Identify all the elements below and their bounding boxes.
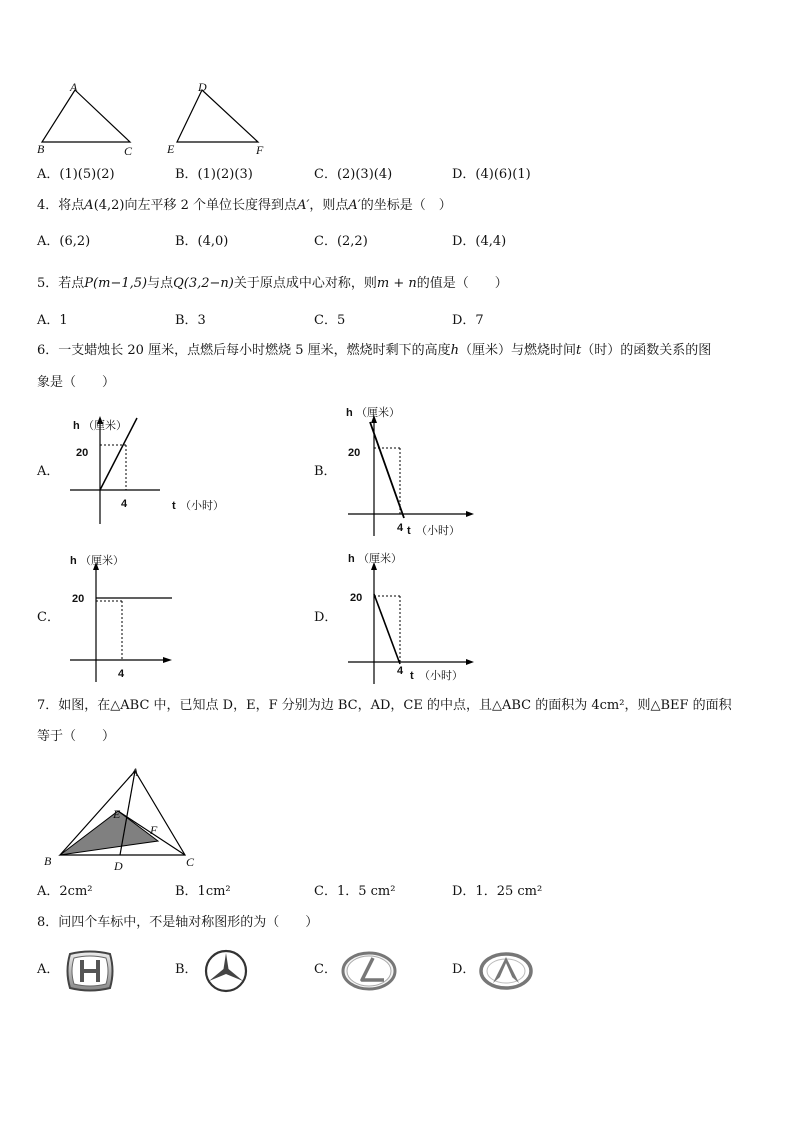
q5-option-d[interactable]: D．7 xyxy=(452,313,484,328)
q5-text-c: 关于原点成中心对称，则 xyxy=(233,276,377,291)
q7-option-c[interactable]: C．1．5 cm² xyxy=(314,884,396,899)
q5-stem xyxy=(37,276,508,292)
q4-option-d[interactable]: D．(4,4) xyxy=(452,234,507,249)
q4-text-d: 的坐标是（ ） xyxy=(360,198,452,213)
q6c-y-axis: h xyxy=(70,555,77,567)
q4-point-a: A xyxy=(84,198,94,213)
q6-text-a: 6．一支蜡烛长 20 厘米，点燃后每小时燃烧 5 厘米，燃烧时剩下的高度 xyxy=(37,343,451,358)
q4-coord: (4,2) xyxy=(93,198,125,213)
q7-label-a: A xyxy=(131,765,139,779)
q3-label-a: A xyxy=(70,80,78,94)
q6a-y-axis: h xyxy=(73,420,80,432)
q6d-x-unit: （小时） xyxy=(419,669,463,682)
q7-option-d[interactable]: D．1．25 cm² xyxy=(452,884,543,899)
q6a-x-axis: t xyxy=(172,500,176,512)
q3-option-c[interactable]: C．(2)(3)(4) xyxy=(314,167,393,182)
q3-option-d[interactable]: D．(4)(6)(1) xyxy=(452,167,531,182)
q4-option-a[interactable]: A．(6,2) xyxy=(37,234,91,249)
q6-graph-c[interactable] xyxy=(66,556,186,686)
q7-label-d: D xyxy=(114,859,123,873)
q7-triangle-figure xyxy=(40,762,210,877)
lexus-logo-icon[interactable] xyxy=(340,950,398,992)
q3-label-d: D xyxy=(198,80,207,94)
q6b-y-tick: 20 xyxy=(348,447,361,459)
mercedes-logo-icon[interactable] xyxy=(203,948,249,994)
q6-stem-line2: 象是（ ） xyxy=(37,375,116,390)
q6c-y-tick: 20 xyxy=(72,593,85,605)
q4-text-a: 将点 xyxy=(58,198,85,213)
q7-stem-line2: 等于（ ） xyxy=(37,729,116,744)
q6a-y-unit: （厘米） xyxy=(83,419,127,432)
q3-label-b: B xyxy=(37,142,45,156)
q6b-y-axis: h xyxy=(346,407,353,419)
q6c-x-tick: 4 xyxy=(118,668,125,680)
q6d-y-tick: 20 xyxy=(350,592,363,604)
q6-text-c: （时）的函数关系的图 xyxy=(581,343,712,358)
q8-stem: 8．问四个车标中，不是轴对称图形的为（ ） xyxy=(37,915,319,930)
q6d-x-axis: t xyxy=(410,670,414,682)
q5-text-b: 与点 xyxy=(147,276,174,291)
q5-text-a: 若点 xyxy=(58,276,85,291)
q6c-y-unit: （厘米） xyxy=(80,554,124,567)
q4-text-c: ，则点 xyxy=(309,198,349,213)
infiniti-logo-icon[interactable] xyxy=(478,950,534,992)
q7-label-c: C xyxy=(186,855,195,869)
q8-option-b-letter[interactable]: B． xyxy=(175,962,198,977)
q6-option-c-letter[interactable]: C． xyxy=(37,610,60,625)
q6b-x-axis: t xyxy=(407,525,411,537)
q5-point-p: P xyxy=(84,276,94,291)
q3-label-c: C xyxy=(124,144,133,158)
q6d-x-tick: 4 xyxy=(397,665,404,677)
q3-triangles xyxy=(30,78,290,160)
q4-option-b[interactable]: B．(4,0) xyxy=(175,234,229,249)
q5-point-q: Q xyxy=(173,276,184,291)
q4-option-c[interactable]: C．(2,2) xyxy=(314,234,368,249)
q8-option-d-letter[interactable]: D． xyxy=(452,962,476,977)
q6b-x-tick: 4 xyxy=(397,522,404,534)
q7-option-a[interactable]: A．2cm² xyxy=(37,884,93,899)
q5-q-coord: (3,2−n) xyxy=(183,276,234,291)
q6b-x-unit: （小时） xyxy=(416,524,460,537)
q3-option-b[interactable]: B．(1)(2)(3) xyxy=(175,167,253,182)
q6a-y-tick: 20 xyxy=(76,447,89,459)
q5-p-coord: (m−1,5) xyxy=(93,276,148,291)
q5-option-c[interactable]: C．5 xyxy=(314,313,346,328)
q6d-y-unit: （厘米） xyxy=(358,552,402,565)
q6b-y-unit: （厘米） xyxy=(356,406,400,419)
q7-label-f: F xyxy=(150,823,158,837)
q6-var-h: h xyxy=(450,343,459,358)
q3-option-a[interactable]: A．(1)(5)(2) xyxy=(37,167,115,182)
q7-label-e: E xyxy=(113,807,121,821)
q7-label-b: B xyxy=(44,854,52,868)
q6-stem-line1 xyxy=(37,343,711,359)
q5-text-d: 的值是（ ） xyxy=(416,276,508,291)
q5-number: 5． xyxy=(37,276,59,291)
q6-var-t: t xyxy=(576,343,582,358)
q6-option-a-letter[interactable]: A． xyxy=(37,464,60,479)
q6-graph-b[interactable] xyxy=(340,400,520,540)
q7-stem-line1: 7．如图，在△ABC 中，已知点 D，E，F 分别为边 BC，AD，CE 的中点，且△ABC 的面积为 4cm²，则△BEF 的面积 xyxy=(37,698,732,713)
q6-option-b-letter[interactable]: B． xyxy=(314,464,337,479)
q8-option-a-letter[interactable]: A． xyxy=(37,962,60,977)
q5-option-b[interactable]: B．3 xyxy=(175,313,206,328)
q4-stem xyxy=(37,198,452,214)
q3-label-f: F xyxy=(256,143,264,157)
q5-expr: m + n xyxy=(376,276,417,291)
q6a-x-tick: 4 xyxy=(121,498,128,510)
q6d-y-axis: h xyxy=(348,553,355,565)
q4-text-b: 向左平移 2 个单位长度得到点 xyxy=(124,198,298,213)
q7-option-b[interactable]: B．1cm² xyxy=(175,884,231,899)
honda-logo-icon[interactable] xyxy=(64,948,116,994)
q4-number: 4． xyxy=(37,198,59,213)
q6a-x-unit: （小时） xyxy=(180,499,224,512)
q8-option-c-letter[interactable]: C． xyxy=(314,962,337,977)
q3-label-e: E xyxy=(167,142,175,156)
q6-text-b: （厘米）与燃烧时间 xyxy=(459,343,577,358)
q4-point-a-prime-2: A′ xyxy=(348,198,361,213)
q5-option-a[interactable]: A．1 xyxy=(37,313,68,328)
q4-point-a-prime: A′ xyxy=(297,198,310,213)
q6-option-d-letter[interactable]: D． xyxy=(314,610,338,625)
